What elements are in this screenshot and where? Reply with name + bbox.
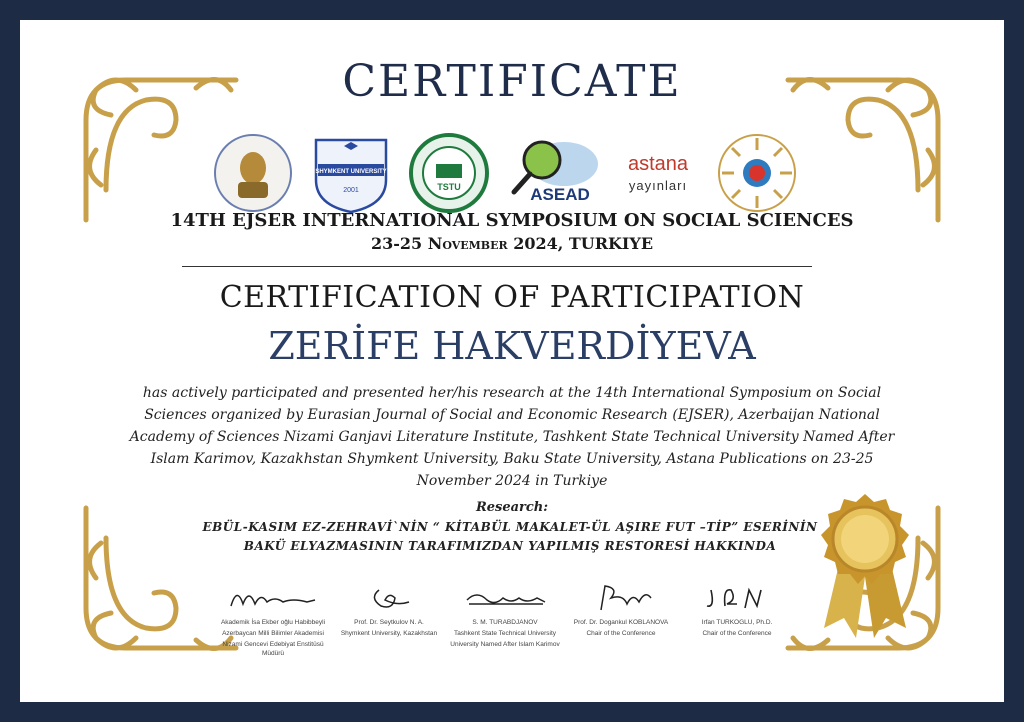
- signature-block-3: [447, 580, 563, 649]
- shymkent-logo-year: 2001: [343, 187, 359, 194]
- asead-logo: [504, 130, 600, 216]
- signatory-4-name: Prof. Dr. Dogankul KOBLANOVA: [573, 619, 669, 626]
- signature-block-5: [679, 580, 795, 640]
- signature-image-5: [687, 580, 787, 616]
- astana-logo-text: astana: [627, 153, 689, 175]
- signatures-row: [215, 580, 795, 660]
- shymkent-university-logo: [308, 130, 394, 216]
- divider: [182, 266, 812, 267]
- signatory-3-title: Tashkent State Technical University: [453, 630, 557, 637]
- signatory-1-name: Akademik İsa Ekber oğlu Habibbeyli: [220, 619, 326, 626]
- research-label: Research:: [475, 500, 549, 515]
- participant-name: ZERİFE HAKVERDİYEVA: [268, 324, 756, 368]
- symposium-title: 14TH EJSER INTERNATIONAL SYMPOSIUM ON SOCIAL SCIENCES: [170, 210, 854, 231]
- symposium-date: 23-25 November 2024, TURKIYE: [370, 234, 654, 253]
- tstu-logo: [406, 130, 492, 216]
- signature-block-1: [215, 580, 331, 658]
- certificate-body-text: has actively participated and presented her/his research at the 14th International Symposium on Social Sciences organized by Eurasian Journal of Social and Economic Research (EJSER), Azerbaijan National Academy of Sciences Nizami Ganjavi Literature Institute, Tashkent State Technical University Named After Islam Karimov, Kazakhstan Shymkent University, Baku State University, Astana Publications on 23-25 November 2024 in Turkiye: [129, 385, 895, 489]
- signature-image-2: [339, 580, 439, 616]
- gold-seal-medal: [810, 490, 920, 640]
- astana-yayinlari-logo: [612, 130, 704, 216]
- astana-logo-subtext: yayınları: [628, 178, 688, 193]
- certificate-card: [20, 20, 1004, 702]
- academy-logo: [210, 130, 296, 216]
- signatory-3-name: S. M. TURABDJANOV: [472, 619, 538, 626]
- signature-image-4: [571, 580, 671, 616]
- certification-title: CERTIFICATION OF PARTICIPATION: [219, 280, 805, 315]
- signature-block-4: [563, 580, 679, 640]
- signatory-2-name: Prof. Dr. Seytkulov N. A.: [354, 619, 424, 626]
- signatory-3-org: University Named After Islam Karimov: [450, 641, 560, 648]
- shymkent-logo-text: SHYMKENT UNIVERSITY: [315, 169, 387, 175]
- signatory-5-name: Irfan TURKOGLU, Ph.D.: [701, 619, 773, 626]
- signatory-2-title: Shymkent University, Kazakhstan: [340, 630, 438, 637]
- signatory-5-title: Chair of the Conference: [702, 630, 772, 637]
- baku-state-university-logo: [714, 130, 800, 216]
- tstu-logo-text: TSTU: [437, 182, 461, 192]
- signatory-1-title: Azerbaycan Milli Bilimler Akademisi: [222, 630, 324, 637]
- signatory-1-org: Nizami Gencevi Edebiyat Enstitüsü Müdürü: [222, 641, 324, 657]
- signature-block-2: [331, 580, 447, 640]
- signatory-4-title: Chair of the Conference: [586, 630, 656, 637]
- certificate-title: CERTIFICATE: [342, 56, 682, 107]
- logos-row: [210, 130, 800, 216]
- research-title-line-2: BAKÜ ELYAZMASININ TARAFIMIZDAN YAPILMIŞ RESTORESİ HAKKINDA: [243, 539, 777, 553]
- asead-logo-text: ASEAD: [530, 185, 590, 204]
- research-title: [140, 518, 880, 556]
- signature-image-1: [223, 580, 323, 616]
- signature-image-3: [455, 580, 555, 616]
- research-title-line-1: EBÜL-KASIM EZ-ZEHRAVİ`NİN “ KİTABÜL MAKALET-ÜL AŞIRE FUT –TİP” ESERİNİN: [202, 520, 818, 534]
